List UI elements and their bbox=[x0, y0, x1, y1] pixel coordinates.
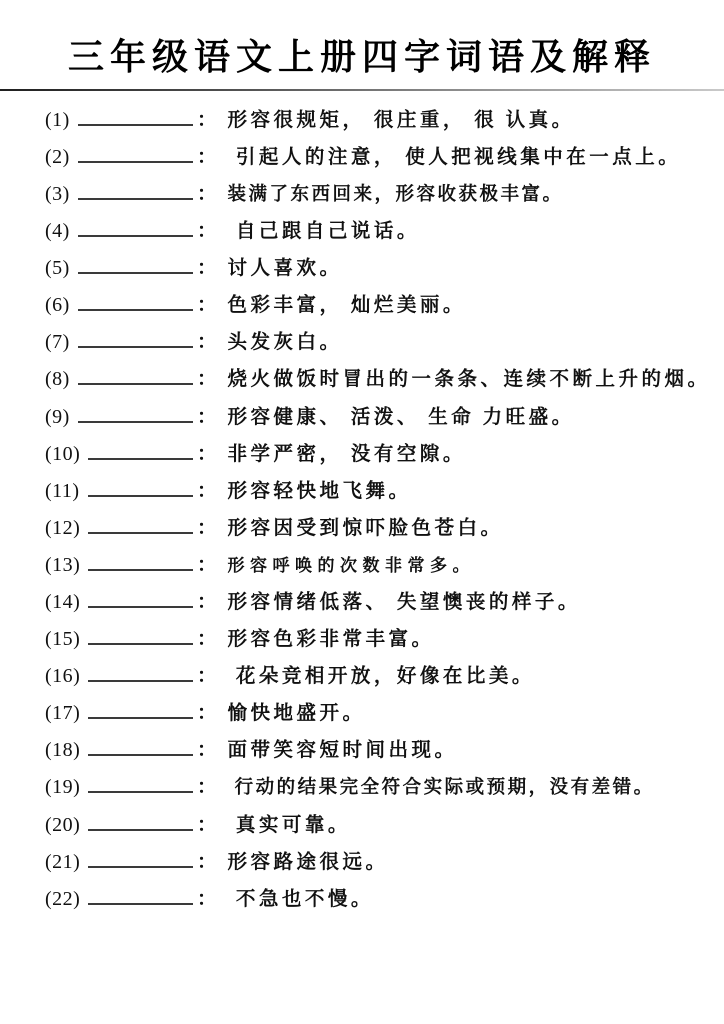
item-colon: ： bbox=[197, 183, 217, 205]
item-number: (8) bbox=[45, 368, 70, 391]
item-colon: ： bbox=[197, 592, 217, 614]
list-item bbox=[45, 326, 702, 363]
list-item bbox=[45, 883, 702, 920]
item-definition: 烧火做饭时冒出的一条条、连续不断上升的烟。 bbox=[227, 369, 711, 391]
blank-underline bbox=[78, 196, 193, 200]
item-number: (6) bbox=[45, 294, 70, 317]
item-definition: 花朵竞相开放，好像在比美。 bbox=[227, 666, 535, 688]
item-number: (15) bbox=[45, 628, 81, 651]
item-lead bbox=[45, 888, 193, 911]
list-item bbox=[45, 363, 711, 400]
list-item bbox=[45, 846, 702, 883]
item-colon: ： bbox=[197, 666, 217, 688]
item-lead bbox=[45, 665, 193, 688]
blank-underline bbox=[78, 122, 193, 126]
item-colon: ： bbox=[197, 221, 217, 243]
item-colon: ： bbox=[197, 703, 217, 725]
blank-underline bbox=[88, 678, 193, 682]
item-lead bbox=[45, 443, 193, 466]
item-definition: 色彩丰富， 灿烂美丽。 bbox=[227, 295, 466, 317]
blank-underline bbox=[78, 307, 193, 311]
item-lead bbox=[45, 480, 193, 503]
item-colon: ： bbox=[197, 146, 217, 168]
list-item bbox=[45, 734, 702, 771]
list-item bbox=[45, 660, 702, 697]
item-number: (11) bbox=[45, 479, 80, 502]
item-definition: 装满了东西回来，形容收获极丰富。 bbox=[227, 184, 564, 205]
list-item bbox=[45, 512, 702, 549]
item-number: (9) bbox=[45, 405, 70, 428]
item-lead bbox=[45, 628, 193, 651]
item-lead bbox=[45, 776, 193, 799]
item-lead bbox=[45, 591, 193, 614]
item-definition: 自己跟自己说话。 bbox=[227, 221, 420, 243]
blank-underline bbox=[88, 715, 193, 719]
item-colon: ： bbox=[197, 554, 217, 576]
item-lead bbox=[45, 368, 193, 391]
item-lead bbox=[45, 851, 193, 874]
item-colon: ： bbox=[197, 517, 217, 539]
item-lead bbox=[45, 554, 193, 577]
blank-underline bbox=[88, 789, 193, 793]
item-number: (4) bbox=[45, 220, 70, 243]
item-colon: ： bbox=[197, 740, 217, 762]
item-lead bbox=[45, 257, 193, 280]
list-item bbox=[45, 586, 702, 623]
list-item bbox=[45, 141, 702, 178]
item-colon: ： bbox=[197, 258, 217, 280]
item-number: (3) bbox=[45, 182, 70, 205]
blank-underline bbox=[78, 344, 193, 348]
item-number: (19) bbox=[45, 776, 81, 799]
list-item bbox=[45, 549, 702, 586]
item-definition: 面带笑容短时间出现。 bbox=[227, 740, 458, 762]
item-number: (22) bbox=[45, 887, 81, 910]
item-definition: 愉快地盛开。 bbox=[227, 703, 366, 725]
item-definition: 形容轻快地飞舞。 bbox=[227, 480, 412, 502]
item-number: (10) bbox=[45, 442, 81, 465]
item-colon: ： bbox=[197, 814, 217, 836]
blank-underline bbox=[88, 641, 193, 645]
list-item bbox=[45, 401, 702, 438]
list-item bbox=[45, 623, 702, 660]
item-colon: ： bbox=[197, 406, 217, 428]
item-definition: 讨人喜欢。 bbox=[227, 258, 343, 280]
blank-underline bbox=[78, 381, 193, 385]
item-colon: ： bbox=[197, 109, 217, 131]
blank-underline bbox=[88, 827, 193, 831]
blank-underline bbox=[88, 493, 193, 497]
item-colon: ： bbox=[197, 443, 217, 465]
list-item bbox=[45, 289, 702, 326]
blank-underline bbox=[88, 752, 193, 756]
item-colon: ： bbox=[197, 629, 217, 651]
item-lead bbox=[45, 331, 193, 354]
item-colon: ： bbox=[197, 777, 217, 799]
blank-underline bbox=[88, 456, 193, 460]
item-colon: ： bbox=[197, 369, 217, 391]
item-definition: 非学严密， 没有空隙。 bbox=[227, 443, 466, 465]
item-number: (14) bbox=[45, 591, 81, 614]
list-item bbox=[45, 809, 702, 846]
item-number: (16) bbox=[45, 665, 81, 688]
blank-underline bbox=[88, 567, 193, 571]
item-lead bbox=[45, 739, 193, 762]
blank-underline bbox=[88, 901, 193, 905]
item-number: (7) bbox=[45, 331, 70, 354]
item-number: (13) bbox=[45, 553, 81, 576]
item-colon: ： bbox=[197, 332, 217, 354]
list-item bbox=[45, 178, 702, 215]
item-lead bbox=[45, 294, 193, 317]
list-item bbox=[45, 697, 702, 734]
blank-underline bbox=[88, 530, 193, 534]
item-lead bbox=[45, 517, 193, 540]
blank-underline bbox=[88, 604, 193, 608]
item-number: (18) bbox=[45, 739, 81, 762]
item-colon: ： bbox=[197, 480, 217, 502]
item-definition: 形容因受到惊吓脸色苍白。 bbox=[227, 517, 504, 539]
item-number: (20) bbox=[45, 813, 81, 836]
item-definition: 形容色彩非常丰富。 bbox=[227, 629, 435, 651]
item-lead bbox=[45, 146, 193, 169]
item-number: (1) bbox=[45, 108, 70, 131]
item-lead bbox=[45, 109, 193, 132]
list-item bbox=[45, 438, 702, 475]
item-lead bbox=[45, 814, 193, 837]
word-list bbox=[0, 91, 724, 920]
item-lead bbox=[45, 702, 193, 725]
item-definition: 不急也不慢。 bbox=[227, 888, 374, 910]
item-definition: 引起人的注意， 使人把视线集中在一点上。 bbox=[227, 146, 682, 168]
item-definition: 真实可靠。 bbox=[227, 814, 351, 836]
list-item bbox=[45, 215, 702, 252]
blank-underline bbox=[78, 233, 193, 237]
item-lead bbox=[45, 183, 193, 206]
blank-underline bbox=[78, 270, 193, 274]
list-item bbox=[45, 252, 702, 289]
item-number: (21) bbox=[45, 850, 81, 873]
item-number: (2) bbox=[45, 145, 70, 168]
item-definition: 形容呼唤的次数非常多。 bbox=[227, 555, 476, 575]
blank-underline bbox=[88, 864, 193, 868]
item-definition: 形容情绪低落、 失望懊丧的样子。 bbox=[227, 592, 581, 614]
blank-underline bbox=[78, 419, 193, 423]
item-definition: 形容健康、 活泼、 生命 力旺盛。 bbox=[227, 406, 575, 428]
item-number: (12) bbox=[45, 516, 81, 539]
item-colon: ： bbox=[197, 295, 217, 317]
item-definition: 形容很规矩， 很庄重， 很 认真。 bbox=[227, 109, 575, 131]
item-colon: ： bbox=[197, 851, 217, 873]
list-item bbox=[45, 771, 702, 808]
item-colon: ： bbox=[197, 888, 217, 910]
list-item bbox=[45, 475, 702, 512]
item-definition: 头发灰白。 bbox=[227, 332, 343, 354]
item-definition: 行动的结果完全符合实际或预期，没有差错。 bbox=[227, 778, 655, 799]
list-item bbox=[45, 104, 702, 141]
item-lead bbox=[45, 220, 193, 243]
page-title: 三年级语文上册四字词语及解释 bbox=[67, 37, 656, 77]
item-number: (17) bbox=[45, 702, 81, 725]
item-lead bbox=[45, 406, 193, 429]
blank-underline bbox=[78, 159, 193, 163]
item-number: (5) bbox=[45, 257, 70, 280]
item-definition: 形容路途很远。 bbox=[227, 851, 389, 873]
